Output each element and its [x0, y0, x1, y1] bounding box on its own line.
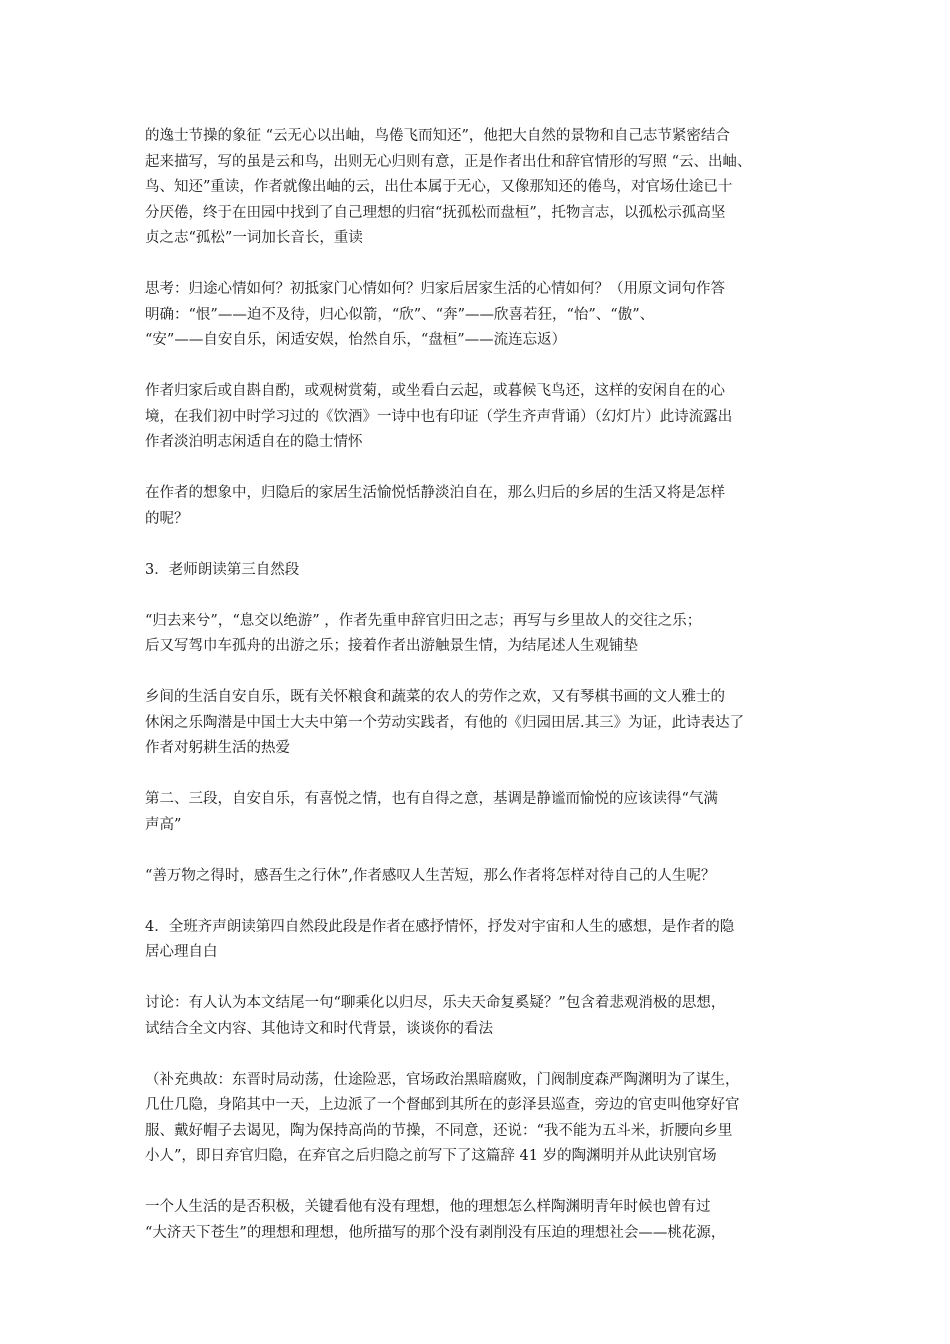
paragraph [145, 915, 845, 966]
text-line: 境，在我们初中时学习过的《饮酒》一诗中也有印证（学生齐声背诵）（幻灯片）此诗流露出 [145, 408, 733, 425]
text-line: “善万物之得时，感吾生之行休”,作者感叹人生苦短，那么作者将怎样对待自己的人生呢？ [145, 867, 716, 884]
text-line: 居心理自白 [145, 944, 218, 960]
text-line: 一个人生活的是否积极，关键看他有没有理想，他的理想怎么样陶渊明青年时候也曾有过 [145, 1199, 711, 1215]
text-line: “归去来兮”，“息交以绝游” ，作者先重申辞官归田之志；再写与乡里故人的交往之乐； [145, 612, 702, 629]
text-line: 起来描写，写的虽是云和鸟，出则无心归则有意，正是作者出仕和辞官情形的写照 “云、出岫、 [145, 153, 752, 170]
paragraph [145, 558, 845, 584]
text-line: 的逸士节操的象征 “云无心以出岫，鸟倦飞而知还”，他把大自然的景物和自己志节紧密结合 [145, 128, 730, 144]
text-line: “安”——自安自乐，闲适安娱，怡然自乐，“盘桓”——流连忘返） [145, 332, 567, 348]
paragraph [145, 481, 845, 532]
text-line: （补充典故：东晋时局动荡，仕途险恶，官场政治黑暗腐败，门阀制度森严陶渊明为了谋生， [145, 1071, 740, 1088]
text-line: 3．老师朗读第三自然段 [145, 561, 300, 578]
paragraph [145, 787, 845, 838]
text-line: 几仕几隐，身陷其中一天，上边派了一个督邮到其所在的彭泽县巡查，旁边的官吏叫他穿好官 [145, 1097, 740, 1113]
text-line: 的呢？ [145, 510, 189, 527]
paragraph [145, 1068, 845, 1170]
text-line: 贞之志“孤松”一词加长音长，重读 [145, 230, 363, 246]
paragraph [145, 685, 845, 762]
text-line: 第二、三段，自安自乐，有喜悦之情，也有自得之意，基调是静谧而愉悦的应该读得“气满 [145, 791, 718, 807]
text-line: 小人”，即日弃官归隐，在弃官之后归隐之前写下了这篇辞 41 岁的陶渊明并从此诀别官场 [145, 1148, 717, 1164]
text-line: 思考：归途心情如何？初抵家门心情如何？归家后居家生活的心情如何？（用原文词句作答 [145, 281, 725, 297]
text-line: 服、戴好帽子去谒见，陶为保持高尚的节操，不同意，还说：“我不能为五斗米，折腰向乡里 [145, 1122, 733, 1139]
text-line: 试结合全文内容、其他诗文和时代背景，谈谈你的看法 [145, 1020, 493, 1037]
text-line: 在作者的想象中，归隐后的家居生活愉悦恬静淡泊自在，那么归后的乡居的生活又将是怎样 [145, 485, 725, 501]
paragraph [145, 991, 845, 1042]
paragraph [145, 277, 845, 354]
paragraph [145, 124, 845, 252]
text-line: 4．全班齐声朗读第四自然段此段是作者在感抒情怀，抒发对宇宙和人生的感想，是作者的隐 [145, 918, 735, 935]
text-line: 分厌倦，终于在田园中找到了自己理想的归宿“抚孤松而盘桓”，托物言志，以孤松示孤高坚 [145, 204, 726, 221]
text-line: 后又写驾巾车孤舟的出游之乐；接着作者出游触景生情，为结尾述人生观铺垫 [145, 638, 638, 654]
text-line: 作者归家后或自斟自酌，或观树赏菊，或坐看白云起，或暮候飞鸟还，这样的安闲自在的心 [145, 383, 725, 399]
text-line: 讨论：有人认为本文结尾一句“聊乘化以归尽，乐夫天命复奚疑？”包含着悲观消极的思想， [145, 995, 726, 1011]
text-line: 作者对躬耕生活的热爱 [145, 740, 290, 756]
document-page [145, 124, 845, 1272]
text-line: 乡间的生活自安自乐，既有关怀粮食和蔬菜的农人的劳作之欢，又有琴棋书画的文人雅士的 [145, 689, 725, 705]
text-line: 休闲之乐陶潜是中国士大夫中第一个劳动实践者，有他的《归园田居.其三》为证，此诗表达了 [145, 714, 745, 731]
text-line: 作者淡泊明志闲适自在的隐士情怀 [145, 434, 363, 450]
paragraph [145, 864, 845, 890]
text-line: “大济天下苍生”的理想和理想，他所描写的那个没有剥削没有压迫的理想社会——桃花源， [145, 1224, 726, 1241]
paragraph [145, 609, 845, 660]
text-line: 鸟、知还”重读，作者就像出岫的云，出仕本属于无心，又像那知还的倦鸟，对官场仕途已十 [145, 179, 733, 195]
text-line: 声高” [145, 816, 182, 833]
paragraph [145, 379, 845, 456]
text-line: 明确：“恨”——迫不及待，归心似箭，“欣”、“奔”——欣喜若狂，“怡”、“傲”、 [145, 306, 655, 323]
paragraph [145, 1195, 845, 1246]
